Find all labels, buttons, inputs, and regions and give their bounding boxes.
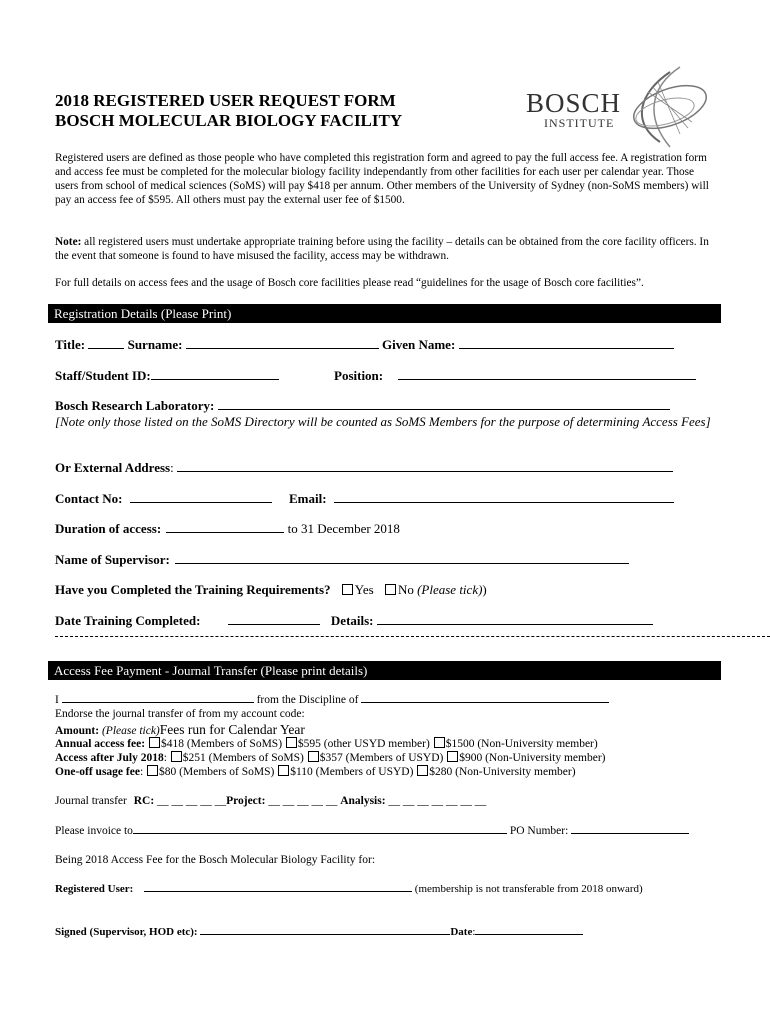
journal-transfer-row [55,795,486,807]
training-label: Have you Completed the Training Requirements? [55,582,331,597]
analysis-field[interactable]: __ __ __ __ __ __ __ [388,795,487,807]
annual-soms-checkbox[interactable] [149,737,160,748]
signed-row [55,925,583,938]
yes-checkbox[interactable] [342,584,353,595]
signed-label: Signed (Supervisor, HOD etc): [55,926,198,938]
po-number-label: PO Number: [509,825,569,837]
details-label: Details: [330,613,374,628]
annual-nonuni-checkbox[interactable] [434,737,445,748]
logo-bosch-text: BOSCH [526,88,622,118]
name-field[interactable] [62,693,254,703]
oneoff-usyd-checkbox[interactable] [278,765,289,776]
position-label: Position: [334,368,384,383]
staff-id-field[interactable] [151,368,279,380]
date-training-field[interactable] [228,613,320,625]
external-address-field[interactable] [177,460,673,472]
given-name-label: Given Name: [381,337,456,352]
training-row [55,582,487,598]
registered-user-label: Registered User: [55,883,134,895]
registration-details-header: Registration Details (Please Print) [48,304,721,323]
note-text: all registered users must undertake appropriate training before using the facility – details can be obtained from the core facility officers. In the event that someone is found to have misused the facility, access may be withdrawn. [55,236,709,262]
annual-fee-label: Annual access fee: [55,738,146,750]
invoice-field[interactable] [133,824,507,834]
external-row [55,460,673,476]
oneoff-nonuni-checkbox[interactable] [417,765,428,776]
rc-label: RC: [133,795,155,807]
journal-transfer-label: Journal transfer [55,795,127,807]
one-off-label: One-off usage fee [55,766,140,778]
invoice-row [55,824,689,837]
oneoff-soms-option: $80 (Members of SoMS) [159,766,275,778]
being-text: Being 2018 Access Fee for the Bosch Molecular Biology Facility for: [55,854,376,866]
signature-field[interactable] [200,925,450,935]
supervisor-row [55,552,629,568]
external-colon: : [170,460,174,475]
duration-suffix: to 31 December 2018 [287,521,400,536]
staff-row [55,368,279,384]
oneoff-soms-checkbox[interactable] [147,765,158,776]
discipline-row [55,693,609,706]
note-paragraph [55,235,715,263]
form-title: 2018 REGISTERED USER REQUEST FORM [55,91,396,110]
after-july-row [55,751,606,764]
discipline-text: from the Discipline of [256,694,359,706]
position-field[interactable] [398,368,696,380]
contact-label: Contact No: [55,491,123,506]
after-july-label: Access after July 2018 [55,752,164,764]
external-label: Or External Address [55,460,171,475]
name-row [55,337,674,353]
supervisor-label: Name of Supervisor: [55,552,170,567]
i-label: I [55,694,59,706]
amount-label: Amount: [55,725,100,737]
after-soms-option: $251 (Members of SoMS) [182,752,304,764]
date-label: Date [450,926,473,938]
please-tick-note: (Please tick) [417,582,483,597]
staff-id-label: Staff/Student ID: [55,368,151,383]
date-training-row [55,613,653,629]
lab-field[interactable] [218,398,670,410]
position-row [334,368,696,384]
duration-row [55,521,400,537]
lab-label: Bosch Research Laboratory: [55,398,215,413]
note-label: Note: [55,236,82,248]
project-field[interactable]: __ __ __ __ __ [268,795,338,807]
after-nonuni-option: $900 (Non-University member) [459,752,606,764]
annual-usyd-option: $595 (other USYD member) [297,738,430,750]
yes-label: Yes [354,582,374,597]
guidelines-paragraph: For full details on access fees and the usage of Bosch core facilities please read “guidelines for the usage of Bosch core facilities”. [55,277,644,289]
po-number-field[interactable] [571,824,689,834]
date-colon: : [472,926,476,938]
discipline-field[interactable] [361,693,609,703]
email-field[interactable] [334,491,674,503]
facility-title: BOSCH MOLECULAR BIOLOGY FACILITY [55,111,403,130]
no-label: No [397,582,414,597]
bosch-institute-logo [520,62,710,152]
amount-row [55,722,305,738]
annual-fee-row [55,737,598,750]
date-field[interactable] [475,925,583,935]
logo-institute-text: INSTITUTE [544,116,615,130]
amount-suffix: Fees run for Calendar Year [159,722,305,737]
details-field[interactable] [377,613,653,625]
email-label: Email: [289,491,327,506]
no-checkbox[interactable] [385,584,396,595]
oneoff-nonuni-option: $280 (Non-University member) [429,766,576,778]
annual-nonuni-option: $1500 (Non-University member) [445,738,598,750]
after-usyd-checkbox[interactable] [308,751,319,762]
date-training-label: Date Training Completed: [55,613,201,628]
invoice-label: Please invoice to [55,825,133,837]
duration-field[interactable] [166,521,284,533]
close-paren: ) [482,582,487,597]
duration-label: Duration of access: [55,521,162,536]
intro-paragraph: Registered users are defined as those people who have completed this registration form and agreed to pay the full access fee. A registration form and access fee must be completed for the molecular biology facility independantly from other facilities for each user per calendar year. Those users from school of medical sciences (SoMS) will pay $418 per annum. Other members of the University of Sydney (non-SoMS members) will pay an access fee of $595. All others must pay the external user fee of $1500. [55,152,709,206]
amount-tick-note: (Please tick) [101,725,160,737]
analysis-label: Analysis: [340,795,386,807]
lab-row [55,398,670,414]
rc-field[interactable]: __ __ __ __ __ [157,795,227,807]
surname-field[interactable] [186,337,379,349]
after-july-colon: : [163,752,167,764]
supervisor-field[interactable] [175,552,629,564]
after-nonuni-checkbox[interactable] [447,751,458,762]
after-usyd-option: $357 (Members of USYD) [319,752,444,764]
membership-note: (membership is not transferable from 2018 onward) [414,883,643,895]
oneoff-usyd-option: $110 (Members of USYD) [290,766,414,778]
after-soms-checkbox[interactable] [171,751,182,762]
title-label: Title: [55,337,86,352]
title-field[interactable] [88,337,124,349]
access-fee-header: Access Fee Payment - Journal Transfer (Please print details) [48,661,721,680]
contact-row [55,491,674,507]
one-off-colon: : [139,766,144,778]
cut-line [55,636,770,637]
lab-note: [Note only those listed on the SoMS Directory will be counted as SoMS Members for the purpose of determining Access Fees] [55,414,711,429]
annual-usyd-checkbox[interactable] [286,737,297,748]
contact-field[interactable] [130,491,272,503]
registered-user-row [55,882,643,895]
registered-user-field[interactable] [144,882,412,892]
one-off-row [55,765,576,778]
endorse-text: Endorse the journal transfer of from my account code: [55,708,305,720]
project-label: Project: [226,795,266,807]
surname-label: Surname: [127,337,183,352]
annual-soms-option: $418 (Members of SoMS) [160,738,283,750]
given-name-field[interactable] [459,337,674,349]
